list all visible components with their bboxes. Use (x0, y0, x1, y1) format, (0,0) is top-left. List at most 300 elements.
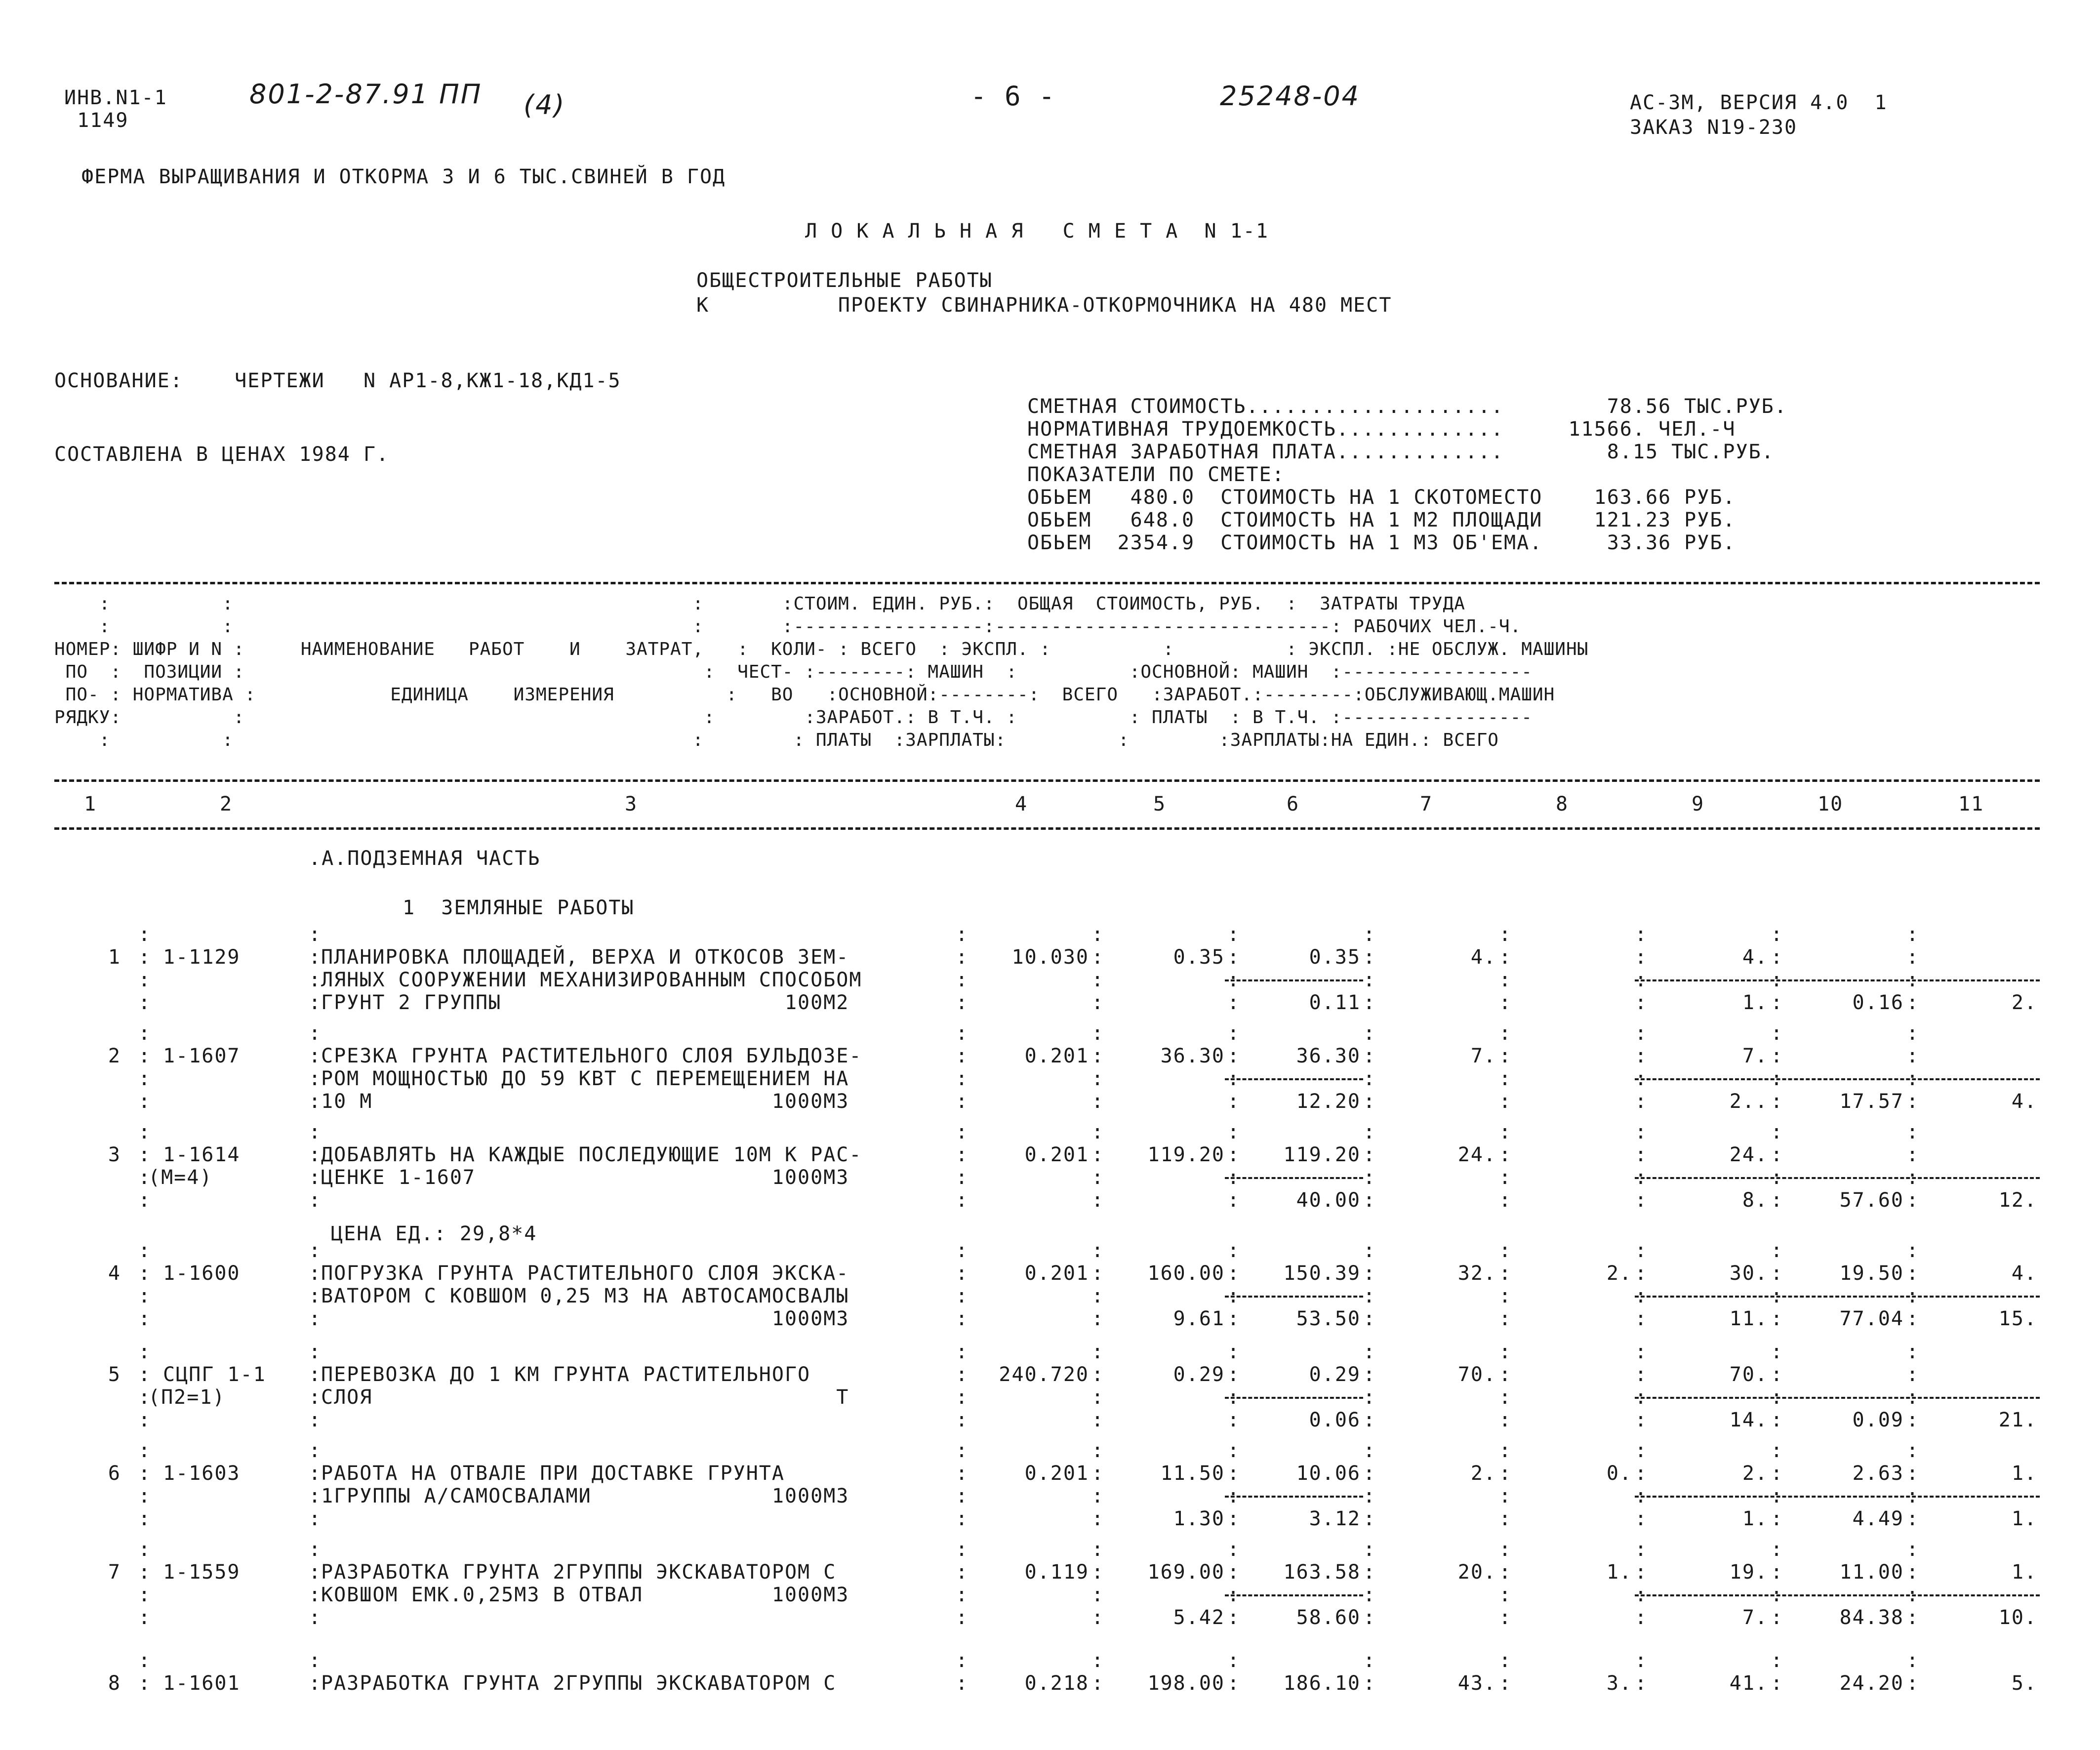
column-separator: : (1363, 1606, 1376, 1629)
row-number: 7 (108, 1561, 121, 1584)
column-separator: : (309, 923, 322, 946)
column-separator: : (1499, 1341, 1512, 1363)
total-cost: 32. (1457, 1262, 1496, 1285)
quantity: 0.119 (1024, 1561, 1089, 1584)
column-separator: : (1771, 1045, 1784, 1067)
column-separator: : (1499, 1143, 1512, 1166)
column-separator: : (309, 1507, 322, 1530)
column-separator: : (1499, 1121, 1512, 1143)
column-separator: : (1771, 1121, 1784, 1143)
divider-line (54, 827, 2040, 830)
labor-per-unit: 19.50 (1839, 1262, 1904, 1285)
column-separator: : (1771, 1363, 1784, 1386)
unit-cost-total: 11.50 (1160, 1462, 1225, 1485)
quantity: 0.201 (1024, 1462, 1089, 1485)
work-name: РОМ МОЩНОСТЬЮ ДО 59 КВТ С ПЕРЕМЕЩЕНИЕМ НА (321, 1067, 849, 1090)
column-separator: : (1363, 1121, 1376, 1143)
column-separator: : (309, 1409, 322, 1431)
column-separator: : (1091, 1189, 1105, 1212)
column-separator: : (1499, 1262, 1512, 1285)
column-separator: : (1499, 1507, 1512, 1530)
column-separator: : (1906, 1649, 1920, 1672)
column-separator: : (1227, 1439, 1241, 1462)
work-name: ВАТОРОМ С КОВШОМ 0,25 М3 НА АВТОСАМОСВАЛЫ (321, 1285, 849, 1307)
column-separator: : (1227, 1067, 1241, 1090)
column-separator: : (309, 969, 322, 991)
column-separator: : (1906, 969, 1920, 991)
total-cost: 2. (1470, 1462, 1496, 1485)
column-separator: : (956, 1067, 969, 1090)
column-separator: : (138, 1045, 152, 1067)
column-separator: : (138, 1189, 152, 1212)
column-separator: : (1227, 1606, 1241, 1629)
column-separator: : (138, 1239, 152, 1262)
column-separator: : (138, 1262, 152, 1285)
column-separator: : (1635, 1307, 1648, 1330)
column-separator: : (1771, 969, 1784, 991)
work-name: ЦЕНКЕ 1-1607 1000М3 (321, 1166, 849, 1189)
column-separator: : (1635, 1538, 1648, 1561)
total-cost: 70. (1457, 1363, 1496, 1386)
header-line: : : : : ПЛАТЫ :ЗАРПЛАТЫ: : :ЗАРПЛАТЫ:НА ЕДИН.: ВСЕГО (54, 730, 1499, 750)
column-separator: : (1771, 923, 1784, 946)
column-separator: : (1091, 1561, 1105, 1584)
column-number: 7 (1420, 793, 1433, 815)
column-separator: : (1363, 1341, 1376, 1363)
column-separator: : (138, 1341, 152, 1363)
quantity: 240.720 (999, 1363, 1089, 1386)
total-machines: 7. (1742, 1045, 1768, 1067)
column-separator: : (1091, 1121, 1105, 1143)
cell-divider (1635, 1296, 2040, 1298)
column-separator: : (1771, 1462, 1784, 1485)
divider-line (54, 582, 2040, 584)
labor-per-unit-service: 0.16 (1852, 991, 1904, 1014)
column-separator: : (956, 1409, 969, 1431)
header-line: НОМЕР: ШИФР И N : НАИМЕНОВАНИЕ РАБОТ И ЗАТРАТ, : КОЛИ- : ВСЕГО : ЭКСПЛ. : : : ЭКСПЛ. :НЕ ОБСЛУЖ. МАШИНЫ (54, 639, 1589, 659)
column-separator: : (1363, 1409, 1376, 1431)
column-separator: : (1363, 1067, 1376, 1090)
column-separator: : (1771, 1439, 1784, 1462)
column-separator: : (1499, 1022, 1512, 1045)
column-separator: : (1499, 991, 1512, 1014)
unit-cost-machine-wages: 3.12 (1309, 1507, 1361, 1530)
column-separator: : (1227, 1045, 1241, 1067)
column-separator: : (1906, 1507, 1920, 1530)
column-separator: : (1499, 946, 1512, 969)
cell-divider (1225, 1397, 1363, 1399)
column-separator: : (138, 1584, 152, 1606)
column-separator: : (1091, 1672, 1105, 1695)
work-name: РАЗРАБОТКА ГРУНТА 2ГРУППЫ ЭКСКАВАТОРОМ С (321, 1561, 837, 1584)
labor-per-unit-service: 57.60 (1839, 1189, 1904, 1212)
unit-cost-machine-wages: 0.11 (1309, 991, 1361, 1014)
summary-line: ОБЬЕМ 480.0 СТОИМОСТЬ НА 1 СКОТОМЕСТО 163.66 РУБ. (1027, 486, 1736, 509)
column-separator: : (1227, 1285, 1241, 1307)
column-separator: : (1635, 1067, 1648, 1090)
column-separator: : (309, 1606, 322, 1629)
column-separator: : (1499, 1307, 1512, 1330)
unit-cost-machines: 150.39 (1283, 1262, 1361, 1285)
row-number: 5 (108, 1363, 121, 1386)
row-number: 1 (108, 946, 121, 969)
column-separator: : (1091, 1507, 1105, 1530)
row-number: 3 (108, 1143, 121, 1166)
norm-code: 1-1603 (163, 1462, 241, 1485)
column-separator: : (1227, 1022, 1241, 1045)
column-separator: : (1091, 1045, 1105, 1067)
column-separator: : (1771, 1485, 1784, 1507)
column-separator: : (309, 1121, 322, 1143)
column-separator: : (1906, 1341, 1920, 1363)
work-name: КОВШОМ ЕМК.0,25М3 В ОТВАЛ 1000М3 (321, 1584, 849, 1606)
column-separator: : (1906, 1239, 1920, 1262)
unit-cost-total: 198.00 (1147, 1672, 1225, 1695)
unit-cost-total: 119.20 (1147, 1143, 1225, 1166)
total-machines: 4. (1742, 946, 1768, 969)
header-line: : : : :-----------------:------------------------------: РАБОЧИХ ЧЕЛ.-Ч. (54, 616, 1522, 637)
column-separator: : (1363, 1045, 1376, 1067)
quantity: 10.030 (1011, 946, 1089, 969)
column-separator: : (309, 1386, 322, 1409)
column-number: 6 (1287, 793, 1300, 815)
order-label: ЗАКАЗ N19-230 (1630, 116, 1798, 139)
column-separator: : (138, 1439, 152, 1462)
labor-total-service: 4. (2011, 1090, 2037, 1113)
column-separator: : (956, 1307, 969, 1330)
column-separator: : (1363, 969, 1376, 991)
labor-per-unit-service: 0.09 (1852, 1409, 1904, 1431)
unit-cost-machines: 0.35 (1309, 946, 1361, 969)
column-separator: : (1906, 1022, 1920, 1045)
column-separator: : (956, 1507, 969, 1530)
total-cost: 43. (1457, 1672, 1496, 1695)
column-separator: : (309, 1143, 322, 1166)
column-separator: : (1635, 1045, 1648, 1067)
column-separator: : (1363, 923, 1376, 946)
column-separator: : (956, 1606, 969, 1629)
column-separator: : (1091, 1341, 1105, 1363)
labor-total-service: 1. (2011, 1507, 2037, 1530)
column-separator: : (1363, 1561, 1376, 1584)
column-separator: : (1227, 1121, 1241, 1143)
column-separator: : (1906, 923, 1920, 946)
column-separator: : (309, 1672, 322, 1695)
labor-total-service: 15. (1998, 1307, 2037, 1330)
program-version: АС-3М, ВЕРСИЯ 4.0 1 (1630, 91, 1888, 114)
column-separator: : (956, 1462, 969, 1485)
column-separator: : (1771, 1538, 1784, 1561)
column-separator: : (138, 1606, 152, 1629)
column-separator: : (956, 1649, 969, 1672)
column-separator: : (956, 1090, 969, 1113)
column-separator: : (956, 1121, 969, 1143)
column-separator: : (1771, 1022, 1784, 1045)
labor-per-unit-service: 17.57 (1839, 1090, 1904, 1113)
column-separator: : (1635, 1239, 1648, 1262)
total-machine-wages: 1. (1742, 1507, 1768, 1530)
labor-per-unit: 11.00 (1839, 1561, 1904, 1584)
column-separator: : (1635, 1439, 1648, 1462)
column-separator: : (1091, 1090, 1105, 1113)
column-separator: : (1906, 1386, 1920, 1409)
header-line: ПО : ПОЗИЦИИ : : ЧЕСТ- :--------: МАШИН : :ОСНОВНОЙ: МАШИН :----------------- (54, 662, 1533, 682)
column-separator: : (1771, 991, 1784, 1014)
column-separator: : (1635, 1363, 1648, 1386)
column-separator: : (1227, 1649, 1241, 1672)
work-name: ДОБАВЛЯТЬ НА КАЖДЫЕ ПОСЛЕДУЮЩИЕ 10М К РАС- (321, 1143, 862, 1166)
column-separator: : (138, 1485, 152, 1507)
column-separator: : (1499, 1285, 1512, 1307)
column-separator: : (1091, 923, 1105, 946)
column-separator: : (1635, 1189, 1648, 1212)
column-separator: : (1771, 1672, 1784, 1695)
column-separator: : (1363, 1239, 1376, 1262)
cell-divider (1635, 1594, 2040, 1596)
column-separator: : (956, 1143, 969, 1166)
column-separator: : (1091, 1439, 1105, 1462)
unit-cost-machines: 36.30 (1296, 1045, 1361, 1067)
cell-divider (1225, 1177, 1363, 1179)
column-separator: : (1906, 946, 1920, 969)
cell-divider (1635, 1496, 2040, 1498)
column-separator: : (956, 1584, 969, 1606)
column-separator: : (956, 991, 969, 1014)
unit-cost-machines: 119.20 (1283, 1143, 1361, 1166)
column-separator: : (1771, 1606, 1784, 1629)
column-separator: : (1227, 1341, 1241, 1363)
column-separator: : (309, 1462, 322, 1485)
column-number: 4 (1015, 793, 1028, 815)
column-separator: : (1499, 1649, 1512, 1672)
column-separator: : (309, 1189, 322, 1212)
column-separator: : (1771, 1189, 1784, 1212)
page-number: - 6 - (970, 81, 1056, 112)
column-separator: : (1499, 1166, 1512, 1189)
row-number: 2 (108, 1045, 121, 1067)
total-machine-wages: 2.. (1729, 1090, 1768, 1113)
column-separator: : (1771, 1262, 1784, 1285)
unit-cost-machine-wages: 12.20 (1296, 1090, 1361, 1113)
column-separator: : (1499, 1409, 1512, 1431)
column-separator: : (138, 1143, 152, 1166)
column-separator: : (1906, 1067, 1920, 1090)
column-separator: : (1499, 1561, 1512, 1584)
column-separator: : (1499, 1462, 1512, 1485)
column-separator: : (1227, 1538, 1241, 1561)
column-separator: : (1499, 1067, 1512, 1090)
column-separator: : (1635, 1584, 1648, 1606)
work-name: РАБОТА НА ОТВАЛЕ ПРИ ДОСТАВКЕ ГРУНТА (321, 1462, 785, 1485)
column-separator: : (956, 1538, 969, 1561)
column-separator: : (138, 1561, 152, 1584)
cell-divider (1635, 1078, 2040, 1080)
estimate-title: Л О К А Л Ь Н А Я С М Е Т А N 1-1 (805, 220, 1269, 243)
column-separator: : (1363, 1507, 1376, 1530)
header-line: РЯДКУ: : : :ЗАРАБОТ.: В Т.Ч. : : ПЛАТЫ : В Т.Ч. :----------------- (54, 707, 1533, 728)
cell-divider (1635, 1177, 2040, 1179)
summary-line: ОБЬЕМ 648.0 СТОИМОСТЬ НА 1 М2 ПЛОЩАДИ 121.23 РУБ. (1027, 509, 1736, 531)
total-machines: 70. (1729, 1363, 1768, 1386)
column-separator: : (309, 1341, 322, 1363)
column-separator: : (956, 923, 969, 946)
column-separator: : (309, 1239, 322, 1262)
total-cost: 7. (1470, 1045, 1496, 1067)
norm-code: 1-1129 (163, 946, 241, 969)
total-machine-wages: 14. (1729, 1409, 1768, 1431)
cell-divider (1225, 1078, 1363, 1080)
column-separator: : (309, 1649, 322, 1672)
row-number: 6 (108, 1462, 121, 1485)
work-name: СЛОЯ Т (321, 1386, 849, 1409)
labor-per-unit: 2.63 (1852, 1462, 1904, 1485)
column-separator: : (1363, 1189, 1376, 1212)
column-separator: : (1227, 1143, 1241, 1166)
album-number: (4) (524, 89, 566, 121)
summary-line: ПОКАЗАТЕЛИ ПО СМЕТЕ: (1027, 463, 1285, 486)
column-separator: : (1635, 1507, 1648, 1530)
column-separator: : (138, 1386, 152, 1409)
column-separator: : (1635, 1649, 1648, 1672)
column-separator: : (138, 1507, 152, 1530)
column-separator: : (1091, 1386, 1105, 1409)
cell-divider (1225, 1594, 1363, 1596)
norm-code: СЦПГ 1-1 (163, 1363, 266, 1386)
column-separator: : (1499, 1045, 1512, 1067)
quantity: 0.201 (1024, 1045, 1089, 1067)
order-number-handwritten: 25248-04 (1220, 81, 1360, 112)
column-separator: : (138, 1285, 152, 1307)
column-separator: : (956, 1262, 969, 1285)
work-name: ПЛАНИРОВКА ПЛОЩАДЕЙ, ВЕРХА И ОТКОСОВ ЗЕМ- (321, 946, 849, 969)
column-separator: : (309, 1022, 322, 1045)
norm-code: 1-1601 (163, 1672, 241, 1695)
column-separator: : (1227, 1584, 1241, 1606)
column-separator: : (138, 1363, 152, 1386)
column-separator: : (1771, 1143, 1784, 1166)
column-separator: : (1499, 1363, 1512, 1386)
cell-divider (1635, 1397, 2040, 1399)
column-separator: : (309, 1285, 322, 1307)
work-name: ГРУНТ 2 ГРУППЫ 100М2 (321, 991, 849, 1014)
column-separator: : (138, 1090, 152, 1113)
column-separator: : (1363, 1285, 1376, 1307)
column-separator: : (1227, 1462, 1241, 1485)
column-separator: : (309, 1561, 322, 1584)
labor-per-unit-service: 77.04 (1839, 1307, 1904, 1330)
work-name: ЛЯНЫХ СООРУЖЕНИИ МЕХАНИЗИРОВАННЫМ СПОСОБОМ (321, 969, 862, 991)
unit-cost-wages: 9.61 (1173, 1307, 1225, 1330)
unit-cost-machines: 0.29 (1309, 1363, 1361, 1386)
column-separator: : (1906, 1672, 1920, 1695)
unit-cost-wages: 5.42 (1173, 1606, 1225, 1629)
column-separator: : (1906, 1166, 1920, 1189)
row-number: 8 (108, 1672, 121, 1695)
column-separator: : (1635, 1143, 1648, 1166)
column-separator: : (1635, 1462, 1648, 1485)
column-separator: : (138, 1022, 152, 1045)
total-machine-wages: 11. (1729, 1307, 1768, 1330)
column-separator: : (956, 1672, 969, 1695)
total-wages: 3. (1606, 1672, 1632, 1695)
column-separator: : (1227, 1507, 1241, 1530)
column-separator: : (138, 991, 152, 1014)
column-separator: : (1227, 991, 1241, 1014)
column-separator: : (956, 946, 969, 969)
column-separator: : (1091, 1022, 1105, 1045)
column-separator: : (1771, 1166, 1784, 1189)
column-separator: : (956, 1561, 969, 1584)
column-separator: : (1906, 1285, 1920, 1307)
column-separator: : (1499, 969, 1512, 991)
column-separator: : (1635, 923, 1648, 946)
column-separator: : (138, 1307, 152, 1330)
column-separator: : (1499, 1439, 1512, 1462)
unit-cost-machine-wages: 0.06 (1309, 1409, 1361, 1431)
column-separator: : (956, 1022, 969, 1045)
unit-cost-total: 36.30 (1160, 1045, 1225, 1067)
column-separator: : (1499, 1672, 1512, 1695)
column-separator: : (1771, 1649, 1784, 1672)
column-separator: : (1091, 1584, 1105, 1606)
subsection-title: 1 ЗЕМЛЯНЫЕ РАБОТЫ (403, 896, 635, 919)
header-line: : : : :СТОИМ. ЕДИН. РУБ.: ОБЩАЯ СТОИМОСТЬ, РУБ. : ЗАТРАТЫ ТРУДА (54, 594, 1465, 614)
column-separator: : (1227, 1189, 1241, 1212)
column-separator: : (1635, 1672, 1648, 1695)
column-separator: : (1771, 1307, 1784, 1330)
column-separator: : (1227, 969, 1241, 991)
column-number: 2 (220, 793, 233, 815)
column-separator: : (1091, 1285, 1105, 1307)
column-separator: : (1091, 1307, 1105, 1330)
column-separator: : (1906, 991, 1920, 1014)
column-separator: : (138, 1538, 152, 1561)
work-name: 10 М 1000М3 (321, 1090, 849, 1113)
cell-divider (1225, 979, 1363, 981)
total-wages: 0. (1606, 1462, 1632, 1485)
column-separator: : (1363, 1462, 1376, 1485)
column-separator: : (1906, 1045, 1920, 1067)
prices-line: СОСТАВЛЕНА В ЦЕНАХ 1984 Г. (54, 443, 390, 466)
column-separator: : (1635, 1121, 1648, 1143)
unit-cost-total: 0.35 (1173, 946, 1225, 969)
total-machine-wages: 8. (1742, 1189, 1768, 1212)
column-separator: : (1771, 1239, 1784, 1262)
column-separator: : (1227, 1262, 1241, 1285)
column-separator: : (1635, 1409, 1648, 1431)
column-separator: : (1091, 1485, 1105, 1507)
column-separator: : (1227, 1561, 1241, 1584)
column-number: 9 (1692, 793, 1705, 815)
column-separator: : (1363, 1584, 1376, 1606)
labor-total-service: 21. (1998, 1409, 2037, 1431)
column-separator: : (1771, 946, 1784, 969)
column-separator: : (1091, 946, 1105, 969)
unit-cost-total: 0.29 (1173, 1363, 1225, 1386)
unit-cost-total: 169.00 (1147, 1561, 1225, 1584)
column-separator: : (956, 1189, 969, 1212)
column-separator: : (1635, 1090, 1648, 1113)
column-separator: : (1771, 1067, 1784, 1090)
column-separator: : (1771, 1409, 1784, 1431)
project-title: ФЕРМА ВЫРАЩИВАНИЯ И ОТКОРМА 3 И 6 ТЫС.СВИНЕЙ В ГОД (81, 165, 726, 188)
labor-per-unit-service: 4.49 (1852, 1507, 1904, 1530)
column-separator: : (1771, 1507, 1784, 1530)
column-separator: : (1091, 1606, 1105, 1629)
column-separator: : (1227, 1307, 1241, 1330)
column-separator: : (309, 1538, 322, 1561)
column-separator: : (1499, 1606, 1512, 1629)
